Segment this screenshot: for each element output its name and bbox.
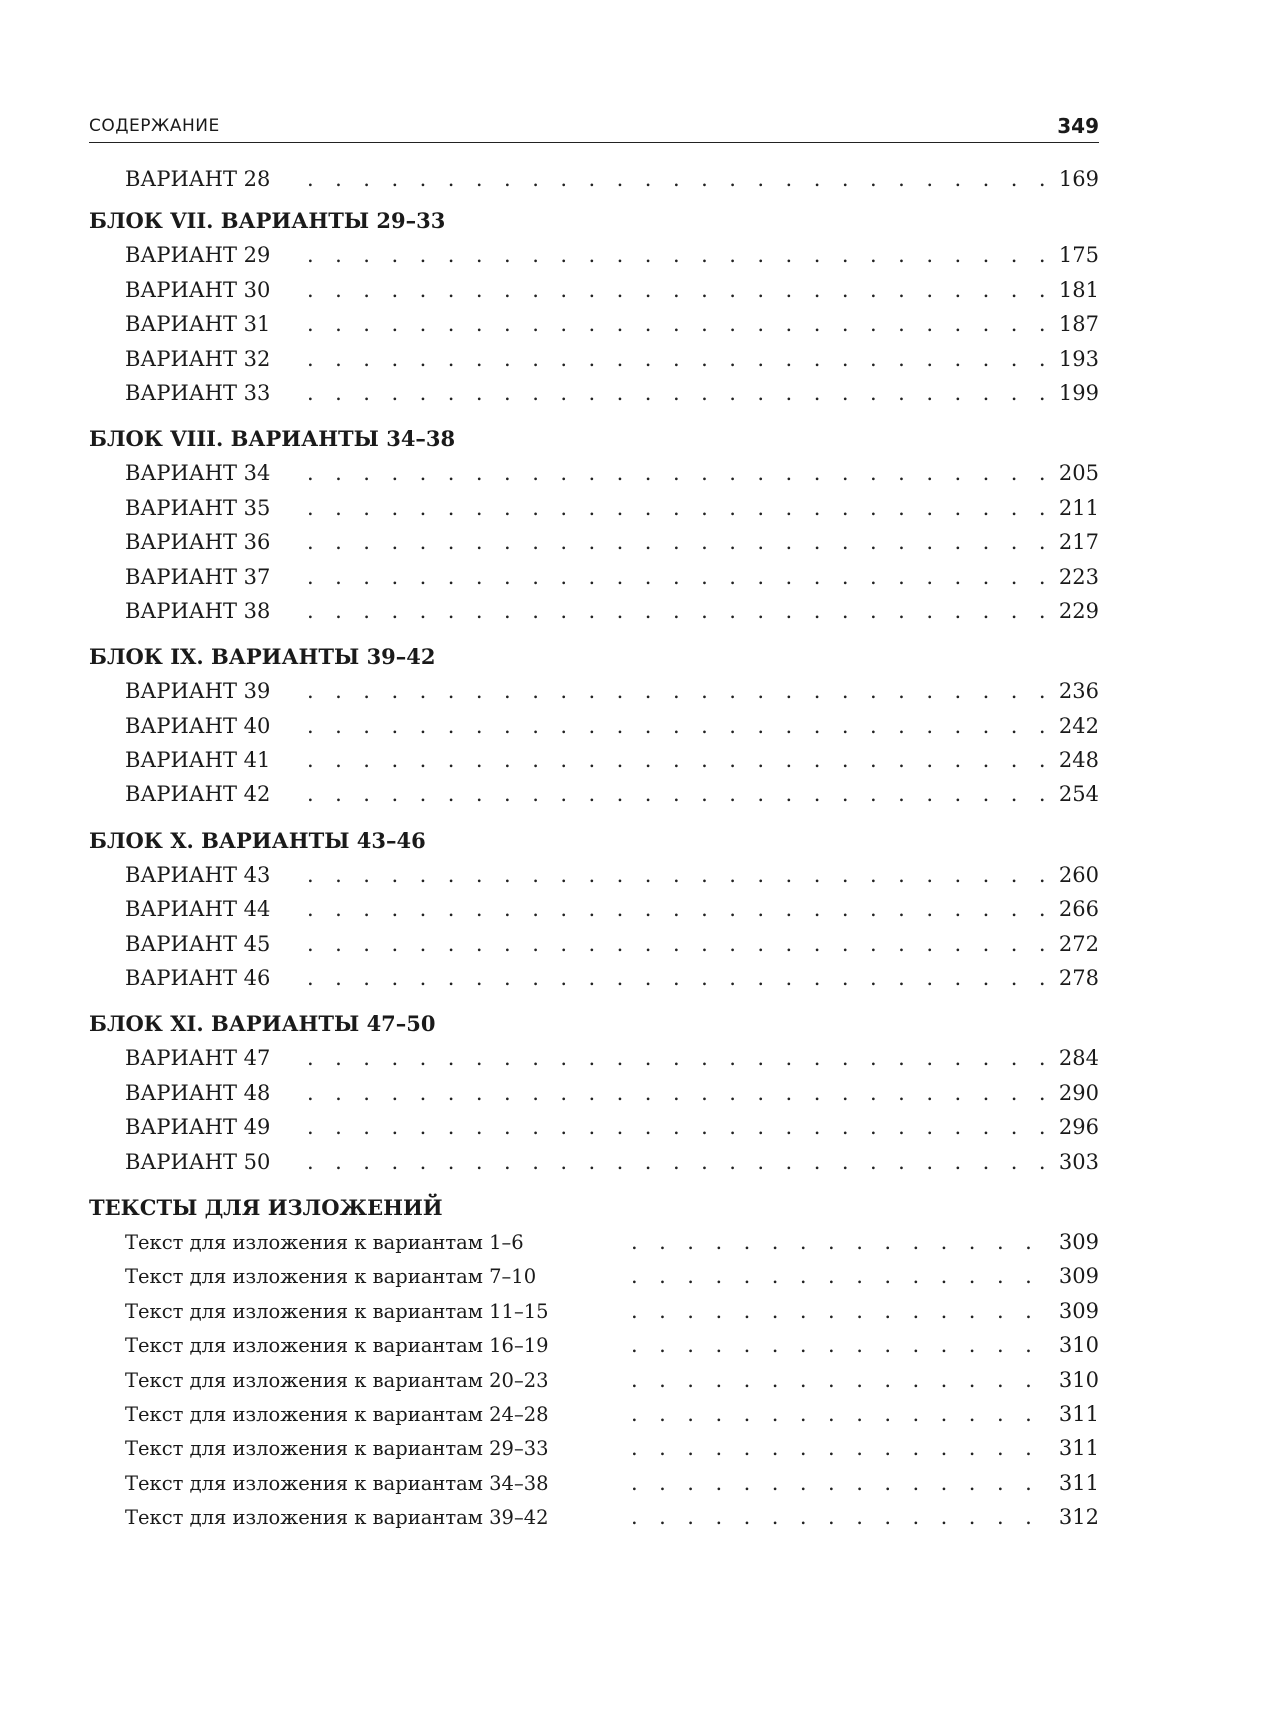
toc-entry-page: 310 <box>1058 1333 1099 1358</box>
toc-entry-label: Текст для изложения к вариантам 24–28 <box>125 1402 549 1426</box>
toc-entry-label: ВАРИАНТ 42 <box>125 782 271 807</box>
toc-entry[interactable] <box>89 307 1099 341</box>
leader-dots <box>631 1225 1053 1259</box>
toc-entry-page: 254 <box>1058 782 1099 807</box>
leader-dots <box>307 456 1053 490</box>
toc-entry-label: Текст для изложения к вариантам 11–15 <box>125 1299 549 1323</box>
toc-entry-page: 278 <box>1058 966 1099 991</box>
toc-entry-page: 229 <box>1058 598 1099 623</box>
toc-block-heading[interactable]: БЛОК X. ВАРИАНТЫ 43–46 <box>89 827 426 853</box>
toc-entry-page: 223 <box>1058 564 1099 589</box>
toc-block-heading[interactable]: БЛОК XI. ВАРИАНТЫ 47–50 <box>89 1011 436 1037</box>
leader-dots <box>307 961 1053 995</box>
toc-entry-page: 169 <box>1058 167 1099 191</box>
leader-dots <box>307 594 1053 628</box>
toc-entry-page: 309 <box>1058 1229 1099 1254</box>
leader-dots <box>631 1259 1053 1293</box>
running-title: СОДЕРЖАНИЕ <box>89 116 220 136</box>
toc-entry-label: ВАРИАНТ 38 <box>125 598 271 623</box>
leader-dots <box>307 1076 1053 1110</box>
toc-entry-page: 284 <box>1058 1046 1099 1071</box>
toc-entry[interactable] <box>89 1076 1099 1110</box>
toc-entry-label: ВАРИАНТ 39 <box>125 679 271 704</box>
toc-entry-label: ВАРИАНТ 45 <box>125 931 271 956</box>
leader-dots <box>631 1431 1053 1465</box>
toc-entry[interactable] <box>89 1328 1099 1362</box>
toc-entry[interactable] <box>89 560 1099 594</box>
leader-dots <box>307 560 1053 594</box>
toc-entry-page: 175 <box>1058 243 1099 268</box>
toc-entry-label: ВАРИАНТ 28 <box>125 167 271 191</box>
toc-entry-page: 296 <box>1058 1115 1099 1140</box>
toc-entry[interactable] <box>89 927 1099 961</box>
toc-entry-label: ВАРИАНТ 40 <box>125 713 271 738</box>
toc-entry[interactable] <box>89 1466 1099 1500</box>
toc-entry-page: 193 <box>1058 346 1099 371</box>
toc-entry-label: ВАРИАНТ 30 <box>125 277 271 302</box>
leader-dots <box>307 927 1053 961</box>
toc-entry[interactable] <box>89 858 1099 892</box>
toc-entry[interactable] <box>89 491 1099 525</box>
leader-dots <box>307 162 1053 196</box>
toc-entry-label: Текст для изложения к вариантам 29–33 <box>125 1437 549 1461</box>
leader-dots <box>307 892 1053 926</box>
toc-entry[interactable] <box>89 674 1099 708</box>
toc-entry[interactable] <box>89 238 1099 272</box>
toc-entry[interactable] <box>89 342 1099 376</box>
leader-dots <box>307 1041 1053 1075</box>
toc-entry[interactable] <box>89 1363 1099 1397</box>
toc-entry-label: ВАРИАНТ 50 <box>125 1149 271 1174</box>
toc-entry-page: 260 <box>1058 862 1099 887</box>
leader-dots <box>307 491 1053 525</box>
toc-entry-page: 187 <box>1058 312 1099 337</box>
toc-entry-page: 303 <box>1058 1149 1099 1174</box>
toc-entry-page: 199 <box>1058 380 1099 405</box>
toc-entry[interactable] <box>89 376 1099 410</box>
leader-dots <box>307 273 1053 307</box>
toc-entry-label: Текст для изложения к вариантам 16–19 <box>125 1334 549 1358</box>
toc-entry-page: 309 <box>1058 1264 1099 1289</box>
toc-entry-label: ВАРИАНТ 34 <box>125 461 271 486</box>
leader-dots <box>307 674 1053 708</box>
leader-dots <box>307 1110 1053 1144</box>
leader-dots <box>307 858 1053 892</box>
leader-dots <box>307 709 1053 743</box>
toc-entry-label: Текст для изложения к вариантам 20–23 <box>125 1368 549 1392</box>
toc-entry[interactable] <box>89 1145 1099 1179</box>
leader-dots <box>307 238 1053 272</box>
toc-entry-label: Текст для изложения к вариантам 1–6 <box>125 1230 524 1254</box>
leader-dots <box>631 1466 1053 1500</box>
toc-entry[interactable] <box>89 1259 1099 1293</box>
toc-entry-page: 266 <box>1058 897 1099 922</box>
toc-entry[interactable] <box>89 1431 1099 1465</box>
toc-entry[interactable] <box>89 709 1099 743</box>
toc-entry-label: Текст для изложения к вариантам 34–38 <box>125 1471 549 1495</box>
leader-dots <box>307 777 1053 811</box>
toc-entry-label: ВАРИАНТ 48 <box>125 1080 271 1105</box>
toc-entry[interactable] <box>89 162 1099 196</box>
toc-entry[interactable] <box>89 892 1099 926</box>
toc-entry-label: ВАРИАНТ 41 <box>125 748 271 773</box>
toc-block-heading[interactable]: БЛОК VIII. ВАРИАНТЫ 34–38 <box>89 426 456 452</box>
leader-dots <box>307 525 1053 559</box>
toc-entry[interactable] <box>89 594 1099 628</box>
toc-entry[interactable] <box>89 961 1099 995</box>
toc-entry-label: ВАРИАНТ 29 <box>125 243 271 268</box>
toc-entry[interactable] <box>89 1110 1099 1144</box>
toc-entry-label: ВАРИАНТ 32 <box>125 346 271 371</box>
toc-entry[interactable] <box>89 1397 1099 1431</box>
toc-entry-label: ВАРИАНТ 46 <box>125 966 271 991</box>
toc-entry-page: 217 <box>1058 530 1099 555</box>
toc-block-heading[interactable]: ТЕКСТЫ ДЛЯ ИЗЛОЖЕНИЙ <box>89 1194 443 1220</box>
toc-entry[interactable] <box>89 777 1099 811</box>
page-number: 349 <box>1057 114 1099 138</box>
leader-dots <box>307 342 1053 376</box>
toc-block-heading[interactable]: БЛОК IX. ВАРИАНТЫ 39–42 <box>89 644 436 670</box>
toc-entry-label: ВАРИАНТ 49 <box>125 1115 271 1140</box>
toc-entry-page: 248 <box>1058 748 1099 773</box>
toc-entry[interactable] <box>89 456 1099 490</box>
toc-entry-page: 181 <box>1058 277 1099 302</box>
leader-dots <box>631 1328 1053 1362</box>
table-of-contents <box>89 162 1099 1535</box>
toc-entry-label: ВАРИАНТ 35 <box>125 495 271 520</box>
toc-entry-page: 312 <box>1058 1505 1099 1530</box>
book-page <box>89 106 1099 1535</box>
leader-dots <box>631 1500 1053 1534</box>
toc-entry-label: ВАРИАНТ 43 <box>125 862 271 887</box>
toc-entry-label: ВАРИАНТ 47 <box>125 1046 271 1071</box>
leader-dots <box>307 1145 1053 1179</box>
toc-entry-page: 311 <box>1058 1470 1099 1495</box>
toc-entry-page: 311 <box>1058 1436 1099 1461</box>
toc-entry-label: Текст для изложения к вариантам 7–10 <box>125 1265 537 1289</box>
toc-entry-page: 311 <box>1058 1401 1099 1426</box>
toc-entry-label: ВАРИАНТ 37 <box>125 564 271 589</box>
toc-entry[interactable] <box>89 1041 1099 1075</box>
toc-entry-page: 290 <box>1058 1080 1099 1105</box>
toc-entry[interactable] <box>89 1294 1099 1328</box>
toc-block-heading[interactable]: БЛОК VII. ВАРИАНТЫ 29–33 <box>89 208 446 234</box>
toc-entry[interactable] <box>89 525 1099 559</box>
leader-dots <box>631 1397 1053 1431</box>
toc-entry-label: Текст для изложения к вариантам 39–42 <box>125 1506 549 1530</box>
toc-entry[interactable] <box>89 1225 1099 1259</box>
toc-entry-page: 205 <box>1058 461 1099 486</box>
toc-entry-label: ВАРИАНТ 44 <box>125 897 271 922</box>
toc-entry-label: ВАРИАНТ 33 <box>125 380 271 405</box>
toc-entry[interactable] <box>89 743 1099 777</box>
toc-entry-page: 309 <box>1058 1298 1099 1323</box>
toc-entry-label: ВАРИАНТ 36 <box>125 530 271 555</box>
toc-entry-page: 310 <box>1058 1367 1099 1392</box>
toc-entry[interactable] <box>89 1500 1099 1534</box>
toc-entry-label: ВАРИАНТ 31 <box>125 312 271 337</box>
toc-entry-page: 236 <box>1058 679 1099 704</box>
leader-dots <box>307 743 1053 777</box>
leader-dots <box>307 376 1053 410</box>
toc-entry-page: 211 <box>1058 495 1099 520</box>
toc-entry-page: 272 <box>1058 931 1099 956</box>
leader-dots <box>307 307 1053 341</box>
running-header <box>89 106 1099 143</box>
leader-dots <box>631 1294 1053 1328</box>
leader-dots <box>631 1363 1053 1397</box>
toc-entry[interactable] <box>89 273 1099 307</box>
toc-entry-page: 242 <box>1058 713 1099 738</box>
